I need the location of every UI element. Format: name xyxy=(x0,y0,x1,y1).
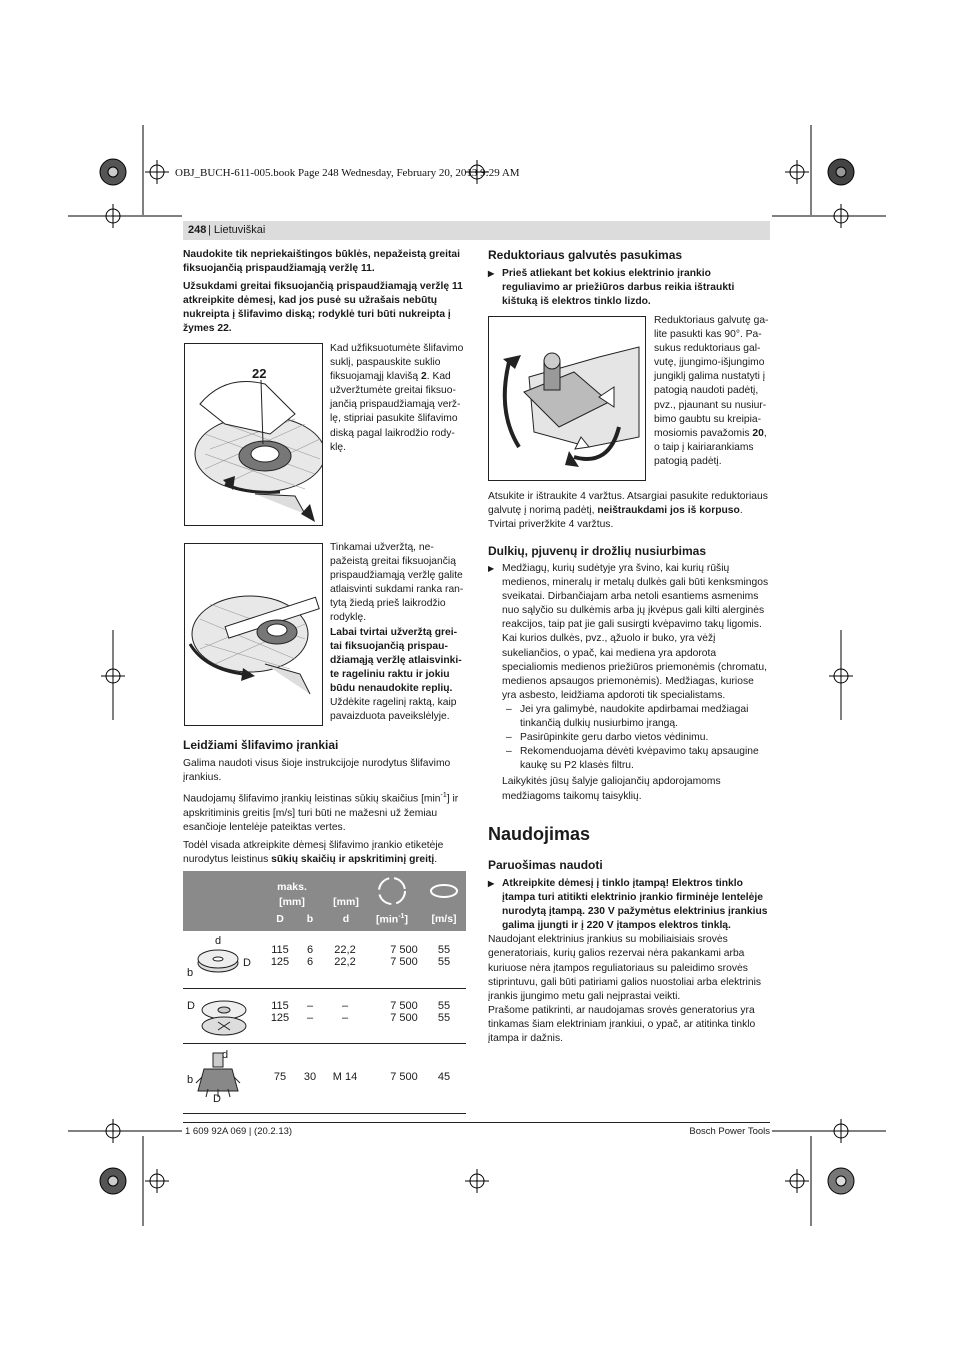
print-info-line: OBJ_BUCH-611-005.book Page 248 Wednesday, February 20, 2013 9:29 AM xyxy=(175,167,520,179)
header-mm-1: [mm] xyxy=(279,896,305,908)
header-d: d xyxy=(342,913,350,925)
header-mm-2: [mm] xyxy=(333,896,359,908)
prep-section xyxy=(488,858,770,1046)
figure1-caption xyxy=(330,342,470,455)
dust-dash-item: – Pasirūpinkite geru darbo vietos vėdinimu. xyxy=(488,731,770,745)
gear-head-section xyxy=(488,248,770,309)
footer-brand: Bosch Power Tools xyxy=(689,1126,770,1137)
footer-rule xyxy=(183,1122,770,1123)
prep-heading: Paruošimas naudoti xyxy=(488,858,603,872)
cell-rpm: 7 500 xyxy=(390,1071,418,1083)
caption-line: prispaudžiamąją veržlę galite xyxy=(330,570,463,582)
cell-b: – – xyxy=(306,1000,314,1024)
diagram-label-d: d xyxy=(215,935,222,947)
caption-line: lę, stipriai pasukite šlifavimo xyxy=(330,413,458,425)
dust-dash-item: – Jei yra galimybė, naudokite apdirbamai medžiagai tinkančią dulkių nusiurbimo įrangą. xyxy=(488,703,770,731)
caption-line: pažeistą greitai fiksuojančią xyxy=(330,556,456,568)
cell-ms: 55 55 xyxy=(437,1000,451,1024)
rotation-speed-icon xyxy=(372,873,412,909)
cell-rpm: 7 500 7 500 xyxy=(390,944,418,968)
caption-line: bimo gaubtu su kreipia- xyxy=(654,413,762,425)
caption-line: te rageliniu raktu ir jokiu xyxy=(330,668,450,680)
diagram-label-D: D xyxy=(213,1093,221,1105)
caption-line: patogią naudoti padėtį, xyxy=(654,385,759,397)
cell-rpm: 7 500 7 500 xyxy=(390,1000,418,1024)
spanner-illustration xyxy=(185,544,322,725)
tools-paragraph-2: Naudojamų šlifavimo įrankių leistinas sūkių skaičius $[\min^{-1}]$ ir apskritiminis greitis [m/s] turi būti ne mažesni už žemiau esančioje lentelėje pateiktas vertes. xyxy=(183,792,459,833)
figure-gear-head xyxy=(488,316,646,481)
caption-line: atlaisvinti sukdami ranka ran- xyxy=(330,584,464,596)
header-max: maks. xyxy=(277,881,307,893)
callout-22: 22 xyxy=(252,366,267,381)
caption-line: būdu nenaudokite replių. xyxy=(330,682,453,694)
row-divider xyxy=(183,988,466,989)
caption-line: pvz., pjaunant su nusiur- xyxy=(654,399,767,411)
caption-line: Tinkamai užveržtą, ne- xyxy=(330,542,434,553)
caption-line: rodyklę. xyxy=(330,612,367,624)
prep-warning-bullet: ▶ Atkreipkite dėmesį į tinklo įtampą! Elektros tinklo įtampa turi atitikti elektrinio įrankio firminėje lentelėje nurodytą įtampą. 230 V pažymėtus elektrinius įrankius galima įjungti ir į 220 V įtampos elektros tinklą. xyxy=(488,877,770,933)
caption-line: klę. xyxy=(330,441,347,453)
caption-line: Labai tvirtai užveržtą grei- xyxy=(330,626,458,638)
cell-D: 75 xyxy=(273,1071,287,1083)
diagram-label-b: b xyxy=(187,967,194,979)
header-ms: [m/s] xyxy=(431,913,457,925)
caption-line: vutę, įjungimo-išjungimo xyxy=(654,357,765,369)
prep-paragraph-1: Naudojant elektrinius įrankius su mobiliaisiais srovės generatoriais, kurių galios rezervai nėra pakankami arba kuriuose nėra įtampos reguliatoriaus su paleidimo srovės stiprintuvu, gali būti patiriami galios nuostoliai arba elektrinis įrankis įjungimo metu gali neįprastai veikti. xyxy=(488,934,762,1002)
caption-line: džiamąją veržlę atlaisvinki- xyxy=(330,654,462,666)
section-title-use: Naudojimas xyxy=(488,824,591,844)
cutting-disc-icon xyxy=(186,992,256,1040)
dust-dash-item: – Rekomenduojama dėvėti kvėpavimo takų apsaugine kaukę su P2 klasės filtru. xyxy=(488,745,770,773)
caption-line: Uždėkite ragelinį raktą, kaip xyxy=(330,697,457,709)
cell-ms: 55 55 xyxy=(437,944,451,968)
caption-line: mosiomis pavažomis 20, xyxy=(654,427,767,439)
diagram-label-D: D xyxy=(187,1000,195,1012)
paragraph-nut-orientation: Užsukdami greitai fiksuojančią prispaudžiamąją veržlę 11 atkreipkite dėmesį, kad jos pusė su užrašais nebūtų nukreipta į šlifavimo diską; rodyklė turi būti nukreipta į žymes 22. xyxy=(183,281,463,335)
dust-warning-bullet: ▶ Medžiagų, kurių sudėtyje yra švino, kai kurių rūšių medienos, mineralų ir metalų dulkės gali būti kenksmingos sveikatai. Dirbančiajam arba netoli esantiems asmenims nuo sąlyčio su dulkėmis arba jų įkvėpus gali kilti alerginės reakcijos, taip pat jie gali susirgti kvėpavimo takų ligomis. Kai kurios dulkės, pvz., ąžuolo ir buko, yra vėžį sukeliančios, o ypač, kai mediena yra apdorota specialiomis medienos priežiūros priemonėmis (chromatu, medienos apsaugos priemonėmis). Medžiagas, kuriose yra asbesto, leidžiama apdoroti tik specialistams. xyxy=(488,562,770,703)
header-D: D xyxy=(276,913,284,925)
caption-line: tai fiksuojančią prispau- xyxy=(330,640,448,652)
page-number: 248 xyxy=(188,224,207,236)
cell-d: M 14 xyxy=(332,1071,358,1083)
caption-line: lite pasukti kas 90°. Pa- xyxy=(654,329,762,341)
caption-line: suklį, paspauskite suklio xyxy=(330,357,441,369)
cell-d: 22,2 22,2 xyxy=(334,944,356,968)
cell-D: 115 125 xyxy=(270,944,290,968)
caption-line: Reduktoriaus galvutę ga- xyxy=(654,315,769,326)
caption-line: tytą žiedą prieš laikrodžio xyxy=(330,598,446,610)
dust-heading: Dulkių, pjuvenų ir drožlių nusiurbimas xyxy=(488,544,707,558)
cell-b: 6 6 xyxy=(306,944,314,968)
tools-paragraph-1: Galima naudoti visus šioje instrukcijoje nurodytus šlifavimo įrankius. xyxy=(183,758,451,784)
page-header-bar xyxy=(183,221,770,240)
cell-D: 115 125 xyxy=(270,1000,290,1024)
diagram-label-D: D xyxy=(243,957,251,969)
cell-ms: 45 xyxy=(437,1071,451,1083)
figure-loosen-nut xyxy=(184,543,323,726)
caption-line: užveržtumėte greitai fiksuo- xyxy=(330,385,456,397)
row-divider xyxy=(183,1113,466,1114)
figure-tighten-nut xyxy=(184,343,323,526)
gear-head-illustration xyxy=(489,317,645,480)
figure2-caption xyxy=(330,541,470,724)
dust-regulations: Laikykitės jūsų šalyje galiojančių apdorojamoms medžiagoms taikomų taisyklių. xyxy=(502,776,721,802)
header-b: b xyxy=(306,913,314,925)
caption-line: patogią padėtį. xyxy=(654,455,722,467)
caption-line: diską pagal laikrodžio rody- xyxy=(330,427,455,439)
caption-line: o taip į kairiarankiams xyxy=(654,441,754,453)
gear-paragraph: Atsukite ir ištraukite 4 varžtus. Atsargiai pasukite reduktoriaus galvutę į norimą padėtį, neištraukdami jos iš korpuso. Tvirtai priveržkite 4 varžtus. xyxy=(488,491,768,531)
cell-d: – – xyxy=(341,1000,349,1024)
gear-warning-bullet: ▶ Prieš atliekant bet kokius elektrinio įrankio reguliavimo ar priežiūros darbus reikia ištraukti kištuką iš elektros tinklo lizdo. xyxy=(488,267,770,309)
language-label: | Lietuviškai xyxy=(208,224,265,236)
prep-paragraph-2: Prašome patikrinti, ar naudojamas srovės generatorius yra tinkamas šiam elektriniam įrankiui, o ypač, ar atitinka tinklo įtampa ir dažnis. xyxy=(488,1004,756,1045)
row-divider xyxy=(183,1043,466,1044)
diagram-label-d: d xyxy=(222,1049,229,1061)
caption-line: sukus reduktoriaus gal- xyxy=(654,343,761,355)
footer-doc-number: 1 609 92A 069 | (20.2.13) xyxy=(185,1126,293,1137)
dust-section xyxy=(488,544,770,804)
tools-heading: Leidžiami šlifavimo įrankiai xyxy=(183,738,339,752)
caption-line: Kad užfiksuotumėte šlifavimo xyxy=(330,343,464,354)
gear-figure-caption xyxy=(654,314,772,469)
cup-brush-icon xyxy=(186,1047,256,1107)
cell-b: 30 xyxy=(303,1071,317,1083)
caption-line: jančią prispaudžiamąją verž- xyxy=(330,399,461,411)
tools-section xyxy=(183,738,466,871)
header-rpm: $[\min^{-1}]$ xyxy=(376,913,408,926)
peripheral-speed-icon xyxy=(426,879,462,903)
tools-paragraph-3: Todėl visada atkreipkite dėmesį šlifavimo įrankio etiketėje nurodytus leistinus sūkių skaičių ir apskritiminį greitį. xyxy=(183,839,444,865)
caption-line: pavaizduota paveikslėlyje. xyxy=(330,711,450,723)
paragraph-nut-condition: Naudokite tik nepriekaištingos būklės, nepažeistą greitai fiksuojančią prispaudžiamąją veržlę 11. xyxy=(183,249,460,275)
caption-line: jungiklį galima nustatyti į xyxy=(654,371,766,383)
gear-heading: Reduktoriaus galvutės pasukimas xyxy=(488,248,683,262)
left-intro xyxy=(183,248,466,341)
diagram-label-b: b xyxy=(187,1074,194,1086)
caption-line: fiksuojamąjį klavišą 2. Kad xyxy=(330,371,451,383)
